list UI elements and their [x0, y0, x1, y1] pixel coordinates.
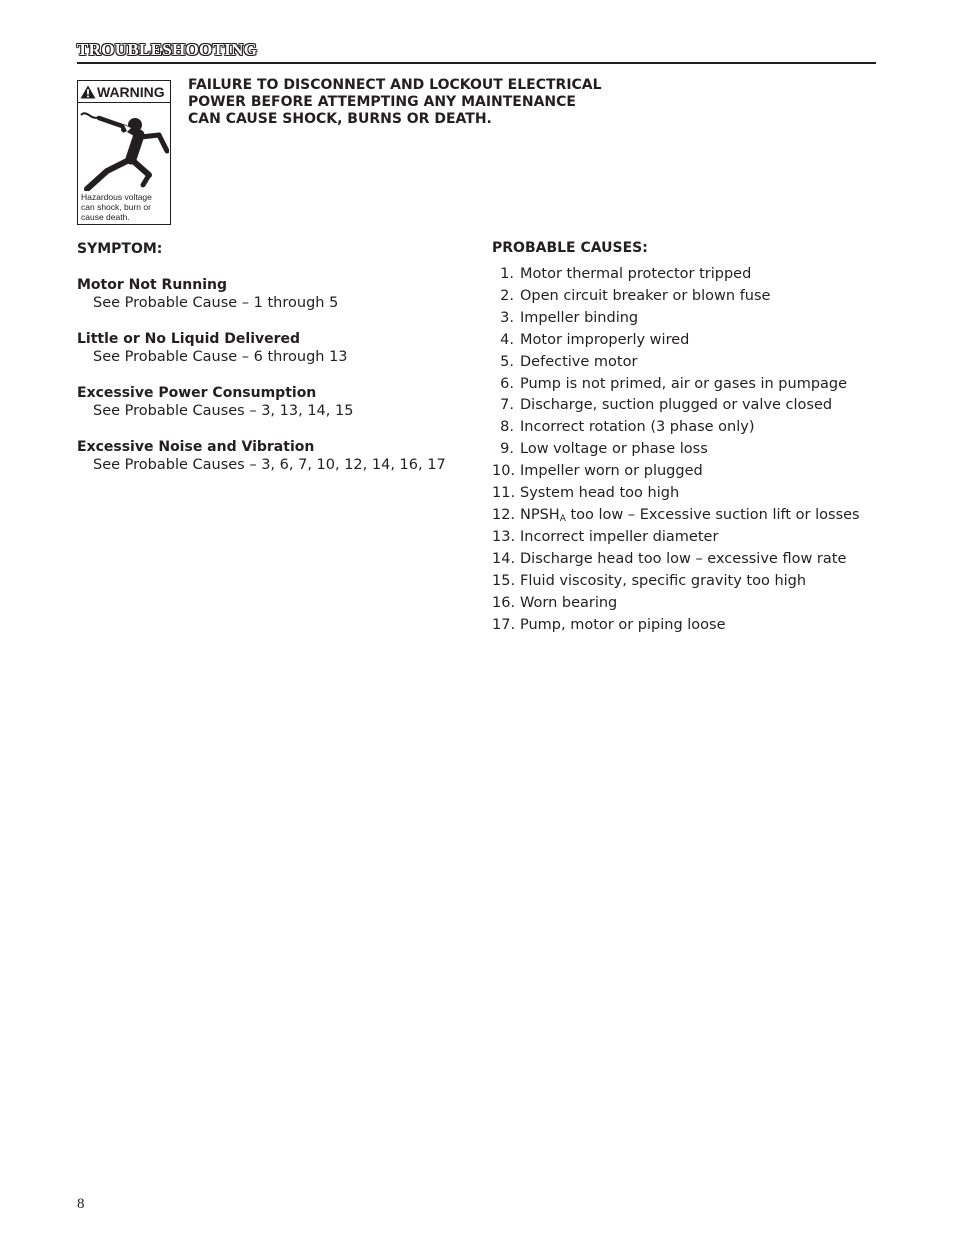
cause-number: 9. — [500, 441, 514, 458]
warning-message-line: FAILURE TO DISCONNECT AND LOCKOUT ELECTRICAL — [188, 77, 602, 93]
cause-text: Low voltage or phase loss — [520, 441, 708, 458]
cause-number: 17. — [492, 616, 516, 633]
list-item — [492, 439, 876, 461]
cause-number: 15. — [492, 572, 516, 589]
list-item — [492, 395, 876, 417]
cause-text: Motor improperly wired — [520, 331, 690, 348]
cause-number: 8. — [500, 419, 514, 436]
warning-message-line: CAN CAUSE SHOCK, BURNS OR DEATH. — [188, 111, 492, 127]
probable-causes-column — [492, 239, 876, 636]
warning-message-line: POWER BEFORE ATTEMPTING ANY MAINTENANCE — [188, 94, 576, 110]
list-item — [492, 615, 876, 637]
cause-number: 6. — [500, 375, 514, 392]
electric-shock-icon — [79, 105, 169, 191]
list-item — [492, 549, 876, 571]
list-item — [492, 374, 876, 396]
cause-text: System head too high — [520, 485, 680, 502]
list-item — [492, 352, 876, 374]
cause-text: Worn bearing — [520, 594, 618, 611]
cause-number: 5. — [500, 353, 514, 370]
symptom-item — [77, 439, 477, 474]
npsh-subscript: A — [559, 513, 566, 524]
cause-number: 4. — [500, 331, 514, 348]
npsh-text: NPSH — [520, 506, 560, 523]
cause-text: Pump is not primed, air or gases in pumpage — [520, 375, 848, 392]
list-item — [492, 264, 876, 286]
cause-text: Defective motor — [520, 353, 638, 370]
symptom-reference: See Probable Causes – 3, 13, 14, 15 — [93, 403, 354, 419]
cause-text: Incorrect rotation (3 phase only) — [520, 419, 755, 436]
cause-text: Discharge head too low – excessive flow rate — [520, 550, 847, 567]
cause-text: Motor thermal protector tripped — [520, 266, 752, 282]
symptom-name: Motor Not Running — [77, 277, 228, 293]
cause-text: Fluid viscosity, specific gravity too high — [520, 572, 807, 589]
cause-number: 11. — [492, 485, 516, 502]
cause-text — [514, 505, 860, 527]
cause-text: Impeller worn or plugged — [520, 463, 703, 480]
list-item — [492, 571, 876, 593]
npsh-rest-text: too low – Excessive suction lift or losses — [565, 506, 860, 523]
page-title: TROUBLESHOOTING — [77, 40, 258, 59]
list-item — [492, 461, 876, 483]
symptom-reference: See Probable Causes – 3, 6, 7, 10, 12, 14, 16, 17 — [93, 457, 446, 473]
title-divider — [77, 62, 876, 64]
warning-label — [77, 80, 171, 225]
cause-number: 16. — [492, 594, 516, 611]
warning-message — [188, 77, 628, 128]
list-item — [492, 505, 876, 527]
cause-number: 14. — [492, 550, 516, 567]
cause-text: Open circuit breaker or blown fuse — [520, 287, 771, 304]
symptom-name: Excessive Noise and Vibration — [77, 439, 315, 455]
cause-number: 2. — [500, 287, 514, 304]
symptom-name: Excessive Power Consumption — [77, 385, 317, 401]
causes-heading: PROBABLE CAUSES: — [492, 240, 648, 256]
warning-label-text: WARNING — [97, 83, 165, 100]
cause-text: Impeller binding — [520, 309, 639, 326]
cause-text: Incorrect impeller diameter — [520, 528, 719, 545]
warning-header — [78, 81, 170, 103]
list-item — [492, 593, 876, 615]
page-number: 8 — [77, 1196, 85, 1212]
symptom-item — [77, 277, 477, 312]
cause-number: 1. — [500, 266, 514, 282]
cause-number: 3. — [500, 309, 514, 326]
cause-list — [492, 264, 876, 636]
list-item — [492, 527, 876, 549]
list-item — [492, 286, 876, 308]
symptom-reference: See Probable Cause – 6 through 13 — [93, 349, 348, 365]
cause-number: 10. — [492, 463, 516, 480]
symptom-name: Little or No Liquid Delivered — [77, 331, 301, 347]
symptom-heading: SYMPTOM: — [77, 241, 163, 257]
warning-triangle-icon — [80, 85, 96, 99]
cause-text: Discharge, suction plugged or valve closed — [520, 397, 833, 414]
cause-text: Pump, motor or piping loose — [520, 616, 726, 633]
symptom-item — [77, 331, 477, 366]
warning-caption: Hazardous voltage can shock, burn or cause death. — [81, 192, 152, 222]
list-item — [492, 483, 876, 505]
list-item — [492, 308, 876, 330]
symptom-column — [77, 240, 477, 474]
cause-number: 13. — [492, 528, 516, 545]
list-item — [492, 330, 876, 352]
list-item — [492, 417, 876, 439]
cause-number: 7. — [500, 397, 514, 414]
symptom-reference: See Probable Cause – 1 through 5 — [93, 295, 339, 311]
cause-number: 12. — [492, 506, 516, 523]
symptom-item — [77, 385, 477, 420]
